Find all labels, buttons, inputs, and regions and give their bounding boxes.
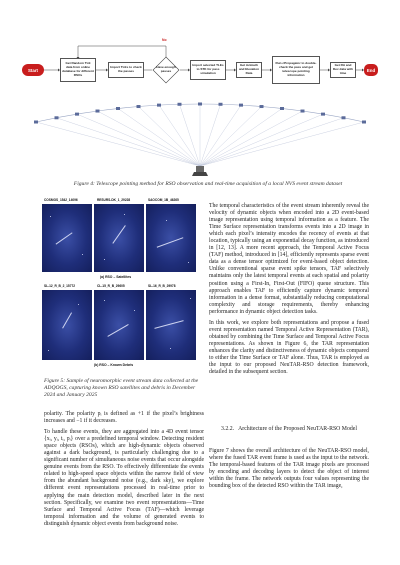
satellite-icon — [342, 116, 346, 119]
right-paragraph-3: Figure 7 shows the overall architecture of the NeuTAR-RSO model, where the fused TAR event frame is used as the input to the network. The temporal-based features of the TAR image pixels are processed by encoding and decoding layers to detect the object of interest within the frame. The network outputs four values representing the bounding box of the detected RSO within the TAR image, — [209, 448, 369, 490]
left-paragraph-1: polarity. The polarity pᵢ is defined as +1 if the pixel’s brightness increases and −1 if it decreases. — [44, 411, 204, 425]
flow-end-label: End — [366, 67, 376, 73]
pointing-line — [200, 105, 241, 166]
flow-step-2 — [108, 62, 144, 78]
event-label-5: CL-15_R_B_29605 — [97, 284, 125, 288]
figure5-event-grid — [42, 196, 198, 372]
flow-step-1-label: Get Random TLE data from online database for different RSOs — [62, 61, 94, 77]
satellite-icon — [75, 113, 79, 116]
flow-step-5 — [236, 62, 262, 78]
section-heading-title: Architecture of the Proposed NeuTAR-RSO Model — [238, 426, 357, 432]
pointing-line — [200, 118, 344, 166]
pointing-line — [200, 107, 262, 166]
telescope-pointing-diagram — [30, 96, 370, 176]
satellite-icon — [96, 110, 100, 113]
flow-start-label: Start — [27, 67, 38, 73]
satellite-icon — [321, 113, 325, 116]
pointing-line — [159, 105, 200, 166]
section-b-label: (b) RSO – Known Debris — [94, 363, 134, 367]
event-label-2: RESURS-DK_1_29228 — [97, 198, 131, 202]
satellite-icon — [301, 110, 305, 113]
event-image-4 — [42, 290, 92, 360]
flow-step-6-label: Run cPropagator to double-check the pass and get telescope pointing information — [275, 61, 317, 77]
section-heading — [209, 426, 369, 433]
pointing-line — [77, 114, 200, 166]
pointing-line — [118, 109, 200, 167]
flow-step-7-label: Get RA and Dec data with time — [333, 63, 353, 75]
pointing-line — [200, 114, 323, 166]
flow-end — [364, 64, 378, 76]
event-image-3 — [146, 204, 196, 272]
satellite-icon — [198, 103, 202, 106]
flow-step-2-label: Import TLEs to check the passes — [110, 65, 142, 73]
satellite-icon — [157, 104, 161, 107]
flow-step-4 — [190, 60, 226, 80]
flow-step-7 — [330, 62, 356, 78]
flow-step-6 — [272, 56, 320, 84]
satellite-icon — [362, 121, 366, 124]
figure4-caption: Figure 4: Telescope pointing method for RSO observation and real-time acquisition of a local NVS event stream dataset — [73, 181, 343, 187]
satellite-icon — [116, 107, 120, 110]
flowchart — [22, 36, 378, 86]
event-image-1 — [42, 204, 92, 272]
telescope-icon — [192, 166, 208, 176]
satellite-icon — [239, 104, 243, 107]
pointing-line — [200, 109, 282, 167]
satellite-icon — [137, 105, 141, 108]
pointing-line — [139, 107, 201, 166]
event-image-2 — [94, 204, 144, 272]
event-label-4: SL-12_R_B_2_15772 — [44, 284, 76, 288]
right-paragraph-1: The temporal characteristics of the event stream inherently reveal the velocity of dynamic objects when encoded into a 2D event-based image representation using temporal information as a feature. The Time Surface representation transforms events into a 2D image in which each pixel’s intensity encodes the recency of events at that location, typically using an exponential decay function, as introduced in [12, 13]. A more recent approach, the Temporal Active Focus (TAF) method, introduced in [14], efficiently represents sparse event data as a dense tensor optimized for event-based object detection. Unlike conventional sparse event spike tensors, TAF selectively maintains only the latest temporal events at each spatial and polarity position using a First-In, First-Out (FIFO) queue structure. This approach enables TAF to efficiently capture dynamic temporal information in a dense format, substantially reducing computational complexity and storage requirements, thereby enhancing performance in dynamic object detection tasks. — [209, 203, 369, 315]
right-paragraph-2: In this work, we explore both representations and propose a fused event representation named Temporal Active Representation (TAR), obtained by combining the Time Surface and Temporal Active Focus representations. As shown in Figure 6, the TAR representation enhances the clarity and distinctiveness of dynamic objects compared to either the Time Surface or TAF alone. Thus, TAR is employed as the input to our proposed NeuTAR-RSO detection framework, detailed in the subsequent section. — [209, 319, 369, 376]
pointing-line — [200, 122, 364, 166]
satellite-icon — [280, 107, 284, 110]
pointing-line — [57, 118, 201, 166]
right-column-text — [209, 203, 369, 380]
flow-no-tag: No — [162, 38, 167, 42]
flow-step-1 — [60, 58, 96, 82]
left-paragraph-2: To handle these events, they are aggregated into a 4D event tensor {xᵢ, yᵢ, tᵢ, pᵢ} over a predefined temporal window. Detecting resident space objects (RSOs), which are high-dynamic objects observed against a dark background, is particularly challenging due to a significant number of simultaneous noise events that occur alongside genuine events from the RSO. To effectively differentiate the events related to high-speed space objects within the narrow field of view from the abundant background noise (e.g., dark sky), we explore different event representations processed in real-time prior to applying the main detection model, described later in the next section. Specifically, we examine two event representations—Time Surface and Temporal Active Focus (TAF)—which leverage temporal information and the volume of generated events to distinguish dynamic object events from background noise. — [44, 429, 204, 527]
right-column-text-2 — [209, 448, 369, 494]
event-label-3: SAOCOM_1B_46265 — [148, 198, 179, 202]
event-label-1: COSMOS_1542_14096 — [44, 198, 78, 202]
satellite-icon — [55, 116, 59, 119]
event-label-6: SL-16_R_B_29978 — [148, 284, 176, 288]
satellite-icon — [260, 105, 264, 108]
event-image-5 — [94, 290, 144, 360]
flow-start — [22, 64, 44, 76]
telescope-fan-svg — [30, 96, 370, 176]
event-image-6 — [146, 290, 196, 360]
section-a-label: (a) RSO – Satellites — [100, 275, 132, 279]
flow-step-4-label: Import selected TLEs to STK for pass simulation — [192, 63, 224, 75]
satellite-icon — [34, 121, 38, 124]
satellite-icon — [178, 103, 182, 106]
pointing-line — [36, 122, 200, 166]
left-column-text — [44, 411, 204, 532]
section-heading-number: 3.2.2. — [221, 426, 235, 432]
figure5-caption: Figure 5: Sample of neuromorphic event stream data collected at the ADQOGS, capturing known RSO satellites and debris in December 2024 and January 2025 — [44, 378, 199, 399]
flow-decision — [153, 57, 179, 83]
satellite-icon — [219, 103, 223, 106]
flow-decision-label: Have enough passes — [156, 65, 176, 73]
flow-step-5-label: Get Azimuth and Elevation Data — [238, 63, 260, 75]
